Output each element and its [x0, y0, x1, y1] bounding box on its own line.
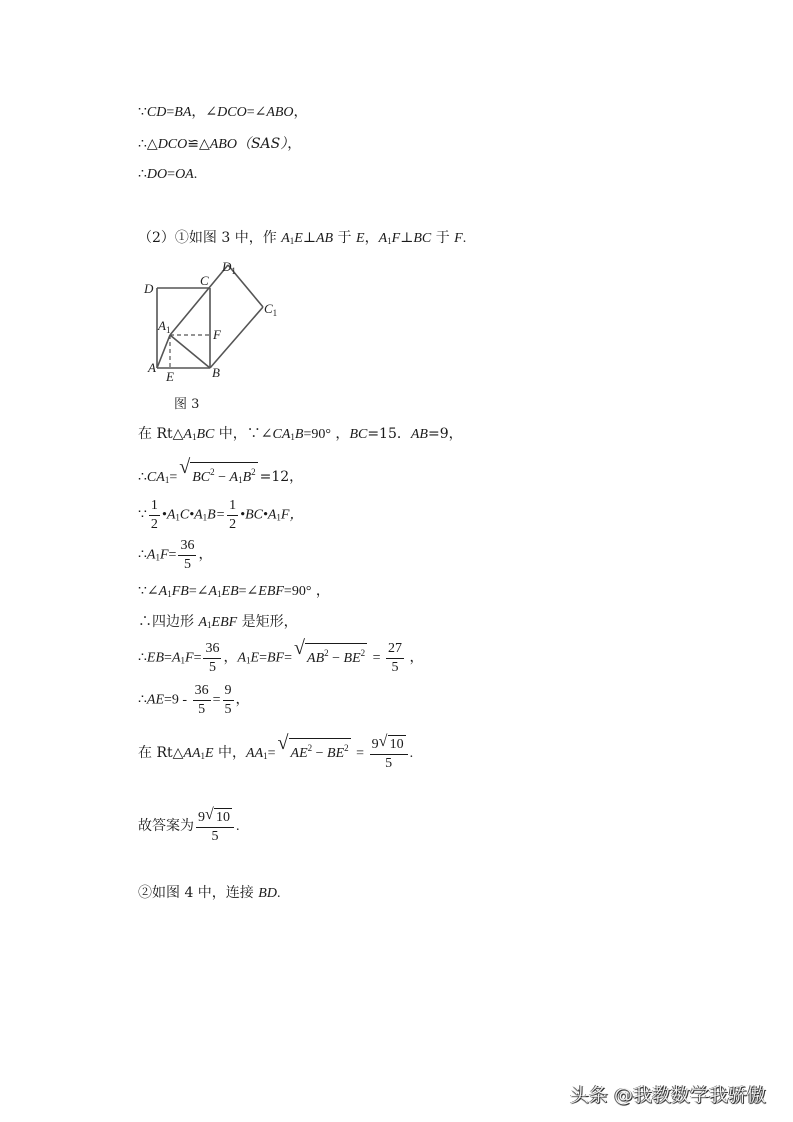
text: 是矩形，	[237, 614, 298, 630]
math-var: ABO	[266, 105, 294, 120]
punct: ，	[406, 650, 424, 666]
math-var: A	[183, 427, 192, 442]
denominator: 5	[224, 702, 232, 717]
numerator: 1	[149, 497, 160, 516]
punct: ，	[287, 136, 302, 152]
math-var: AE	[290, 746, 308, 762]
subscript: 1	[276, 512, 281, 523]
proof-line-2	[138, 135, 301, 154]
answer-line	[138, 808, 240, 846]
label-F: F	[213, 327, 221, 342]
denominator: 5	[211, 829, 219, 844]
math-op: =	[267, 746, 276, 762]
punct: ，	[330, 426, 350, 442]
math-var: F	[185, 650, 194, 666]
math-var: F，	[280, 507, 304, 523]
part-label: （2）	[138, 230, 175, 246]
math-var: E	[356, 231, 365, 246]
text: 如图 4 中，连接	[152, 885, 259, 901]
subscript: 1	[387, 236, 392, 246]
math-var: E	[294, 231, 303, 246]
math-var: AB	[410, 427, 428, 442]
math-var: •BC•A	[240, 507, 277, 523]
math-var: A	[198, 615, 208, 630]
math-op: =∠	[246, 105, 267, 120]
exponent: 2	[251, 467, 256, 477]
math-var: A	[146, 547, 156, 563]
because-symbol: ∵	[138, 105, 147, 120]
reason: （SAS）	[236, 136, 288, 152]
math-op: −	[214, 470, 230, 485]
math-var: BE	[327, 746, 345, 762]
fraction-half	[227, 497, 238, 534]
math-var: A	[229, 470, 239, 485]
math-var: BC	[349, 427, 368, 442]
sqrt-expression	[294, 636, 367, 668]
solution-line-2	[138, 456, 304, 489]
part2-item2	[138, 884, 280, 903]
radical-icon: √	[277, 732, 289, 755]
subscript: 1	[155, 552, 160, 563]
exponent: 2	[210, 467, 215, 477]
math-var: BE	[343, 650, 361, 666]
value: =90°	[283, 584, 312, 599]
numerator: 1	[227, 497, 238, 516]
perp-symbol: ⊥	[400, 231, 414, 246]
subscript: 1	[180, 655, 185, 666]
text: ∴四边形	[138, 614, 199, 630]
value: =15．	[367, 426, 411, 442]
math-var: F	[454, 231, 463, 246]
math-var: A	[171, 650, 181, 666]
label-D: D	[144, 281, 154, 296]
radical-icon: √	[205, 806, 214, 823]
math-var: BC	[192, 470, 211, 485]
math-var: CA	[272, 427, 291, 442]
subscript: 1	[202, 512, 208, 523]
solution-line-8	[138, 682, 250, 719]
math-op: =	[193, 650, 202, 666]
text: 中，	[213, 745, 247, 762]
math-var: A	[281, 231, 290, 246]
text: 于	[333, 230, 356, 246]
text: 故答案为	[138, 818, 194, 835]
sqrt-expression	[379, 735, 406, 754]
numerator	[370, 735, 408, 755]
circle-number: ②	[138, 885, 152, 901]
subscript: 1	[207, 620, 212, 630]
text: 如图 3 中，作	[188, 230, 282, 246]
solution-line-1	[138, 425, 463, 446]
punct: ，	[235, 691, 250, 708]
math-var: AE	[146, 692, 165, 708]
math-var: CA	[146, 470, 165, 485]
text: 在 Rt△	[138, 745, 184, 762]
radical-icon: √	[179, 456, 191, 478]
text: 于	[431, 230, 455, 246]
figure-3	[135, 256, 285, 416]
radical-icon: √	[294, 636, 305, 659]
math-op: =	[168, 547, 177, 563]
math-var: B	[242, 470, 252, 485]
value: =9，	[427, 426, 463, 442]
exponent: 2	[360, 647, 366, 658]
math-var: A	[158, 584, 168, 599]
value: =12，	[259, 469, 304, 485]
subscript: 1	[246, 655, 251, 666]
therefore-symbol: ∴	[138, 547, 147, 563]
punct: .	[193, 167, 198, 182]
math-var: AB	[315, 231, 334, 246]
subscript: 1	[191, 432, 197, 442]
subscript: 1	[217, 589, 222, 599]
math-var: •A	[161, 507, 176, 523]
therefore-symbol: ∴	[138, 650, 147, 666]
exponent: 2	[324, 647, 329, 658]
label-A: A	[148, 360, 156, 375]
fraction	[370, 735, 408, 773]
fraction	[193, 682, 211, 719]
denominator: 5	[208, 660, 216, 675]
proof-line-1	[138, 103, 308, 122]
label-B: B	[212, 365, 220, 380]
subscript: 1	[238, 475, 243, 485]
math-var: FB	[171, 584, 189, 599]
math-var: A	[208, 584, 218, 599]
math-var: BF	[267, 650, 285, 666]
denominator: 5	[183, 557, 191, 572]
fraction	[178, 537, 196, 574]
subscript: 1	[175, 512, 180, 523]
math-op: =	[169, 470, 178, 485]
math-var: B=	[207, 507, 226, 523]
math-var: B	[294, 427, 304, 442]
math-var: F	[391, 231, 401, 246]
math-op: ≌	[187, 137, 199, 152]
fraction-half	[149, 497, 160, 534]
math-var: AB	[307, 650, 325, 666]
math-op: −	[328, 650, 344, 666]
numerator	[196, 808, 234, 828]
punct: ，	[293, 104, 308, 120]
subscript: 1	[164, 475, 170, 485]
math-op: =	[212, 692, 221, 708]
label-E: E	[166, 369, 174, 384]
numerator: 36	[178, 537, 196, 556]
subscript: 1	[167, 589, 172, 599]
value: =90°	[303, 427, 331, 442]
math-var: A	[378, 231, 388, 246]
math-op: =	[352, 746, 368, 762]
denominator: 2	[150, 517, 158, 532]
math-var: △ABO	[198, 137, 237, 152]
math-var: OA	[175, 167, 194, 182]
math-var: AA	[246, 746, 264, 762]
fraction	[223, 682, 234, 719]
text: 在 Rt△	[138, 426, 184, 442]
therefore-symbol: ∴	[138, 470, 147, 485]
math-var: EB	[146, 650, 165, 666]
denominator: 2	[229, 517, 237, 532]
punct: ，	[198, 546, 213, 563]
denominator: 5	[391, 660, 399, 675]
label-A1: $A_1$	[158, 318, 171, 335]
math-op: =∠	[238, 584, 259, 599]
circle-number: ①	[174, 230, 189, 246]
punct: .	[409, 746, 414, 762]
numerator: 27	[386, 640, 404, 659]
subscript: 1	[289, 236, 295, 246]
denominator: 5	[198, 702, 206, 717]
part2-intro	[138, 229, 466, 250]
therefore-symbol: ∴	[138, 692, 147, 708]
watermark: 头条 @我教数学我骄傲	[570, 1084, 767, 1106]
math-var: EBF	[211, 615, 238, 630]
fraction	[196, 808, 234, 846]
math-var: BC	[413, 231, 432, 246]
math-var: E	[205, 746, 214, 762]
perp-symbol: ⊥	[302, 231, 316, 246]
punct: .	[462, 231, 467, 246]
math-op: =	[284, 650, 293, 666]
math-var: △DCO	[146, 137, 188, 152]
denominator: 5	[385, 756, 393, 771]
punct: .	[276, 886, 281, 901]
math-op: −	[312, 746, 328, 762]
math-var: C•A	[179, 507, 203, 523]
math-var: DCO	[217, 105, 247, 120]
math-var: E	[250, 650, 260, 666]
label-C1: $C_1$	[264, 301, 278, 318]
math-var: F	[159, 547, 169, 563]
text: 中，∵∠	[214, 426, 273, 442]
numerator: 36	[203, 640, 221, 659]
math-var: EB	[221, 584, 239, 599]
sqrt-expression	[179, 456, 257, 489]
numerator: 36	[193, 682, 211, 701]
radicand: 10	[389, 737, 404, 752]
subscript: 1	[200, 751, 205, 762]
subscript: 1	[290, 432, 295, 442]
label-D1: $D_1$	[222, 259, 236, 276]
math-var: EBF	[258, 584, 284, 599]
math-op: =∠	[188, 584, 209, 599]
numerator: 9	[223, 682, 234, 701]
math-var: BA	[174, 105, 192, 120]
math-op: =	[259, 650, 267, 666]
solution-line-3	[138, 497, 303, 534]
math-var: A	[237, 650, 247, 666]
geometry-diagram	[135, 256, 285, 416]
math-var: BC	[196, 427, 215, 442]
solution-line-9	[138, 732, 414, 773]
sqrt-expression	[277, 732, 351, 763]
math-op: =	[164, 650, 172, 666]
because-symbol: ∵∠	[138, 584, 159, 599]
math-op: =	[369, 650, 385, 666]
math-op: =	[166, 105, 175, 120]
sqrt-expression	[205, 808, 232, 827]
punct: ，	[311, 583, 330, 599]
because-symbol: ∵	[138, 507, 147, 523]
math-op: ，∠	[191, 104, 218, 120]
label-C: C	[200, 273, 209, 288]
math-var: BD	[258, 886, 277, 901]
exponent: 2	[344, 743, 349, 754]
subscript: 1	[263, 751, 268, 762]
solution-line-4	[138, 537, 212, 574]
solution-line-6	[138, 613, 298, 634]
therefore-symbol: ∴	[138, 167, 147, 182]
fraction	[203, 640, 221, 677]
proof-line-3	[138, 166, 197, 184]
coef: 9	[371, 737, 379, 752]
therefore-symbol: ∴	[138, 137, 147, 152]
punct: .	[236, 819, 240, 835]
math-op: =9 -	[164, 692, 191, 708]
punct: ，	[223, 649, 238, 666]
figure-caption: 图 3	[174, 397, 200, 412]
math-op: =	[167, 167, 176, 182]
radicand: 10	[216, 810, 230, 825]
coef: 9	[198, 810, 205, 825]
solution-line-5	[138, 582, 330, 603]
fraction	[386, 640, 404, 677]
math-var: DO	[146, 167, 168, 182]
radical-icon: √	[378, 733, 388, 750]
punct: ，	[364, 230, 379, 246]
math-var: CD	[146, 105, 167, 120]
exponent: 2	[307, 743, 313, 754]
math-var: AA	[183, 746, 201, 762]
solution-line-7	[138, 636, 424, 677]
